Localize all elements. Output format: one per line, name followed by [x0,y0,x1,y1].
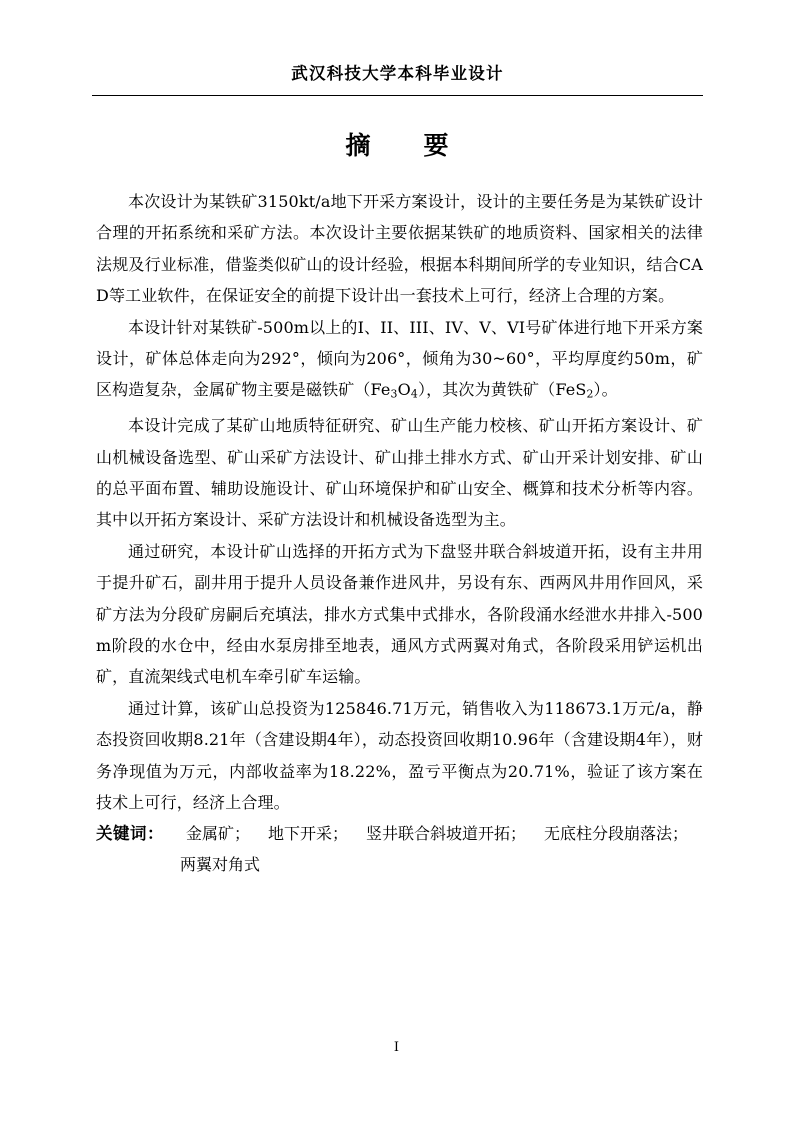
paragraph-2-subscript-1: 3 [390,387,398,401]
header-divider-rule [92,95,703,96]
keyword-item-1: 金属矿； [186,824,251,843]
paragraph-1: 本次设计为某铁矿3150kt/a地下开采方案设计，设计的主要任务是为某铁矿设计合理的开拓系统和采矿方法。本次设计主要依据某铁矿的地质资料、国家相关的法律法规及行业标准，借鉴类似矿山的设计经验，根据本科期间所学的专业知识，结合CAD等工业软件，在保证安全的前提下设计出一套技术上可行，经济上合理的方案。 [96,192,703,306]
paragraph-2-subscript-2: 4 [410,387,418,401]
paragraph-2-part-3: ），其次为黄铁矿（FeS [417,380,587,400]
paragraph-2-part-2: O [397,380,411,400]
paragraph-2-part-1: 本设计针对某铁矿-500m以上的I、II、III、IV、V、VI号矿体进行地下开采方案设计，矿体总体走向为292°，倾向为206°，倾角为30~60°，平均厚度约50m，矿区构造复杂，金属矿物主要是磁铁矿（Fe [96,317,703,400]
page-number: I [393,1040,400,1055]
keywords-line-1 [96,818,703,849]
paragraph-2 [96,312,703,411]
keywords-section [96,818,703,881]
paragraph-4: 通过研究，本设计矿山选择的开拓方式为下盘竖井联合斜坡道开拓，设有主井用于提升矿石，副井用于提升人员设备兼作进风井，另设有东、西两风井用作回风，采矿方法为分段矿房嗣后充填法，排水方式集中式排水，各阶段涌水经泄水井排入-500m阶段的水仓中，经由水泵房排至地表，通风方式两翼对角式，各阶段采用铲运机出矿，直流架线式电机车牵引矿车运输。 [96,541,703,687]
keyword-item-4: 无底柱分段崩落法； [544,824,689,843]
paragraph-2-subscript-3: 2 [586,387,594,401]
keyword-item-2: 地下开采； [268,824,349,843]
running-header [92,62,703,96]
page-title: 摘 要 [345,131,450,160]
abstract-body [96,186,703,819]
running-header-text: 武汉科技大学本科毕业设计 [291,64,504,83]
paragraph-2-part-4: ）。 [593,380,618,400]
keyword-item-5: 两翼对角式 [180,855,261,875]
paragraph-3: 本设计完成了某矿山地质特征研究、矿山生产能力校核、矿山开拓方案设计、矿山机械设备选型、矿山采矿方法设计、矿山排土排水方式、矿山开采计划安排、矿山的总平面布置、辅助设施设计、矿山环境保护和矿山安全、概算和技术分析等内容。其中以开拓方案设计、采矿方法设计和机械设备选型为主。 [96,416,703,530]
paragraph-5: 通过计算，该矿山总投资为125846.71万元，销售收入为118673.1万元/a，静态投资回收期8.21年（含建设期4年），动态投资回收期10.96年（含建设期4年），财务净现值为万元，内部收益率为18.22%，盈亏平衡点为20.71%，验证了该方案在技术上可行，经济上合理。 [96,698,703,813]
keywords-label: 关键词： [96,824,164,843]
keyword-item-3: 竖井联合斜坡道开拓； [366,824,527,843]
keywords-list [186,818,706,849]
